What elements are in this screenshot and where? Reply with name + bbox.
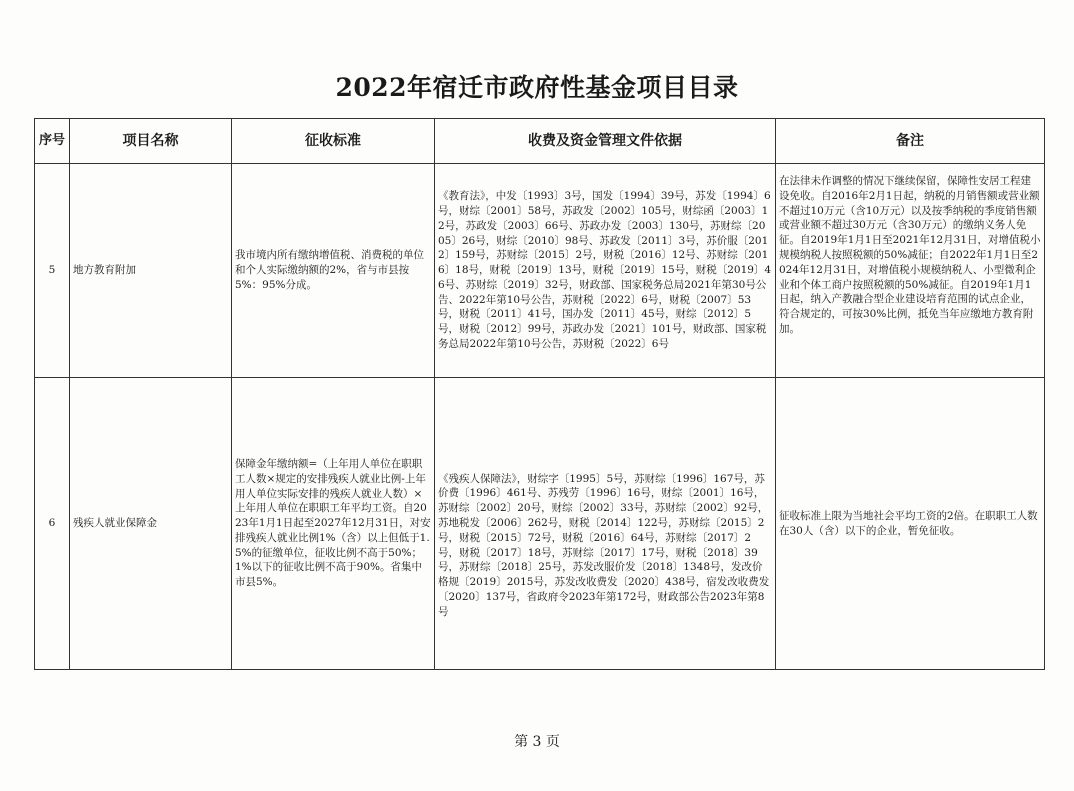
- header-standard: 征收标准: [232, 119, 435, 164]
- row-no: 5: [35, 164, 70, 378]
- header-docs: 收费及资金管理文件依据: [435, 119, 776, 164]
- page-number: 第 3 页: [514, 734, 560, 750]
- header-remark: 备注: [776, 119, 1045, 164]
- table-header-row: [35, 119, 1045, 164]
- row-standard: 保障金年缴纳额=（上年用人单位在职职工人数×规定的安排残疾人就业比例-上年用人单位实际安排的残疾人就业人数）×上年用人单位在职职工年平均工资。自2023年1月1日起至2027年12月31日，对安排残疾人就业比例1%（含）以上但低于1.5%的征缴单位，征收比例不高于50%；1%以下的征收比例不高于90%。省集中市县5%。: [232, 378, 435, 670]
- header-no: 序号: [35, 119, 70, 164]
- table-row: [35, 378, 1045, 670]
- row-no: 6: [35, 378, 70, 670]
- row-name: 地方教育附加: [70, 164, 232, 378]
- fund-catalog-table: [34, 118, 1045, 670]
- document-title: 2022年宿迁市政府性基金项目目录: [335, 73, 739, 102]
- row-remark: 在法律未作调整的情况下继续保留，保障性安居工程建设免收。自2016年2月1日起，纳税的月销售额或营业额不超过10万元（含10万元）以及按季纳税的季度销售额或营业额不超过30万元（含30万元）的缴纳义务人免征。自2019年1月1日至2021年12月31日，对增值税小规模纳税人按照税额的50%减征；自2022年1月1日至2024年12月31日，对增值税小规模纳税人、小型微利企业和个体工商户按照税额的50%减征。自2019年1月1日起，纳入产教融合型企业建设培育范围的试点企业，符合规定的，可按30%比例，抵免当年应缴地方教育附加。: [776, 164, 1045, 378]
- row-remark: 征收标准上限为当地社会平均工资的2倍。在职职工人数在30人（含）以下的企业，暂免征收。: [776, 378, 1045, 670]
- table-row: [35, 164, 1045, 378]
- row-standard: 我市境内所有缴纳增值税、消费税的单位和个人实际缴纳额的2%，省与市县按5%：95%分成。: [232, 164, 435, 378]
- row-name: 残疾人就业保障金: [70, 378, 232, 670]
- row-docs: 《残疾人保障法》，财综字〔1995〕5号，苏财综〔1996〕167号，苏价费〔1996〕461号、苏残劳〔1996〕16号，财综〔2001〕16号，苏财综〔2002〕20号，财综〔2002〕33号，苏财综〔2002〕92号，苏地税发〔2006〕262号，财税〔2014〕122号，苏财综〔2015〕2号，财税〔2015〕72号，财税〔2016〕64号，苏财综〔2017〕2号，财税〔2017〕18号，苏财综〔2017〕17号，财税〔2018〕39号，苏财综〔2018〕25号，苏发改服价发〔2018〕1348号，发改价格规〔2019〕2015号，苏发改收费发〔2020〕438号，宿发改收费发〔2020〕137号，省政府令2023年第172号，财政部公告2023年第8号: [435, 378, 776, 670]
- row-docs: 《教育法》，中发〔1993〕3号，国发〔1994〕39号，苏发〔1994〕6号，财综〔2001〕58号，苏政发〔2002〕105号，财综函〔2003〕12号，苏政发〔2003〕66号、苏政办发〔2003〕130号，苏财综〔2005〕26号，财综〔2010〕98号、苏政发〔2011〕3号，苏价服〔2012〕159号，苏财综〔2015〕2号，财税〔2016〕12号、苏财综〔2016〕18号，财税〔2019〕13号，财税〔2019〕15号，财税〔2019〕46号、苏财综〔2019〕32号，财政部、国家税务总局2021年第30号公告、2022年第10号公告，苏财税〔2022〕6号，财税〔2007〕53号，财税〔2011〕41号，国办发〔2011〕45号，财综〔2012〕5号，财税〔2012〕99号，苏政办发〔2021〕101号，财政部、国家税务总局2022年第10号公告，苏财税〔2022〕6号: [435, 164, 776, 378]
- header-name: 项目名称: [70, 119, 232, 164]
